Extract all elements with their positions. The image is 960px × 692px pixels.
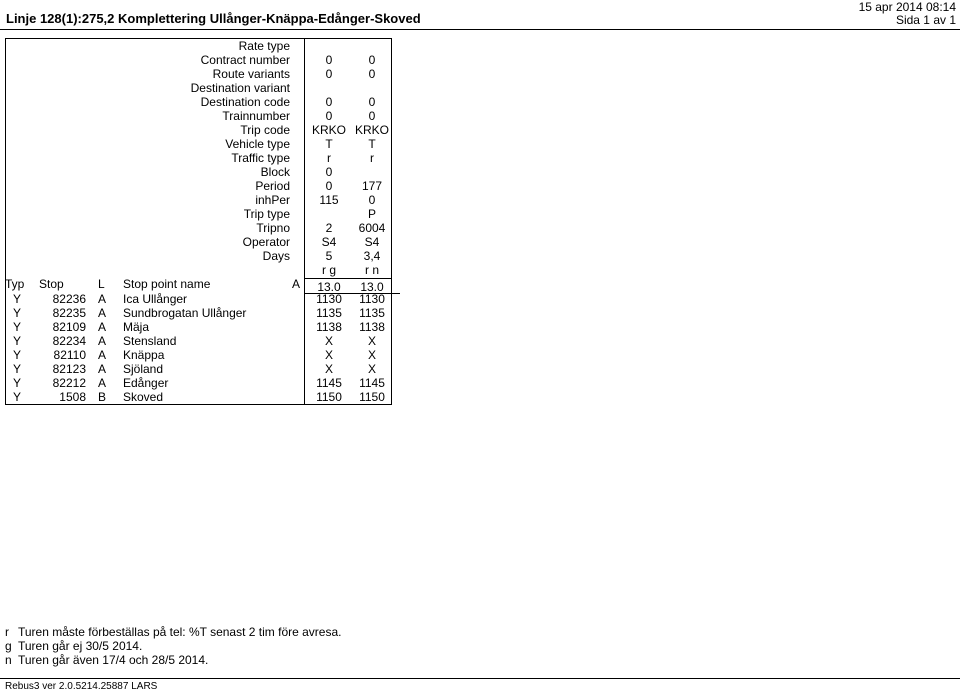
table-row — [0, 320, 400, 334]
attribute-trip1-value: 0 — [325, 53, 333, 67]
frame-bottom — [5, 404, 392, 405]
attribute-trip1-value: 0 — [325, 95, 333, 109]
attribute-label: Block — [260, 165, 290, 179]
attribute-trip1-value: r — [327, 151, 331, 165]
table-row — [0, 348, 400, 362]
attribute-label: Trip type — [243, 207, 290, 221]
trip2-time: 1138 — [359, 320, 385, 334]
trip2-time: 1150 — [359, 390, 385, 404]
trip1-time: 1130 — [316, 292, 342, 306]
footnote-text: Turen går även 17/4 och 28/5 2014. — [18, 653, 209, 667]
attribute-label: Tripno — [256, 221, 290, 235]
attribute-trip1-value: T — [325, 137, 333, 151]
attribute-trip1-value: 5 — [325, 249, 333, 263]
attribute-trip2-value: 3,4 — [363, 249, 381, 263]
attribute-trip1-value: 0 — [325, 67, 333, 81]
attribute-trip2-value: 6004 — [358, 221, 386, 235]
stop-l: A — [98, 334, 107, 348]
col-trip1-time: 13.0 — [317, 280, 341, 294]
trip2-time: 1145 — [359, 376, 385, 390]
attribute-label: inhPer — [255, 193, 290, 207]
attribute-trip2-value: 0 — [368, 95, 376, 109]
trip1-time: 1150 — [316, 390, 342, 404]
stop-id: 82235 — [52, 306, 86, 320]
trip1-time: 1138 — [316, 320, 342, 334]
col-trip2-time: 13.0 — [360, 280, 384, 294]
col-stop: Stop — [39, 277, 64, 291]
table-row — [0, 334, 400, 348]
attribute-trip2-value: r n — [364, 263, 379, 277]
footnote-text: Turen går ej 30/5 2014. — [18, 639, 143, 653]
attribute-trip1-value: S4 — [321, 235, 337, 249]
stop-l: A — [98, 348, 107, 362]
stop-id: 82123 — [52, 362, 86, 376]
stop-type: Y — [13, 390, 22, 404]
col-l: L — [98, 277, 105, 291]
trip1-time: X — [324, 348, 333, 362]
attribute-label: Destination variant — [190, 81, 290, 95]
attribute-trip1-value: 115 — [319, 193, 339, 207]
stop-l: A — [98, 306, 107, 320]
attribute-trip2-value: r — [370, 151, 374, 165]
attribute-trip1-value: 2 — [325, 221, 333, 235]
footer-rule — [0, 678, 960, 679]
stop-type: Y — [13, 320, 22, 334]
days-divider — [304, 278, 392, 279]
attribute-trip2-value: 0 — [368, 193, 376, 207]
stop-l: A — [98, 362, 107, 376]
attribute-label: Contract number — [200, 53, 290, 67]
attribute-trip2-value: S4 — [364, 235, 380, 249]
col-a: A — [292, 277, 301, 291]
stop-name: Stensland — [123, 334, 177, 348]
attribute-label: Operator — [242, 235, 290, 249]
stop-id: 82110 — [53, 348, 86, 362]
stop-id: 82234 — [52, 334, 86, 348]
attribute-trip1-value: 0 — [325, 165, 333, 179]
stop-l: A — [98, 376, 107, 390]
footnote-key: n — [5, 653, 12, 667]
attribute-trip1-value: 0 — [325, 109, 333, 123]
stop-name: Sundbrogatan Ullånger — [123, 306, 247, 320]
stop-name: Sjöland — [123, 362, 164, 376]
attribute-trip2-value: 0 — [368, 109, 376, 123]
attribute-label: Traffic type — [231, 151, 290, 165]
attribute-label: Vehicle type — [225, 137, 290, 151]
footnote — [5, 653, 208, 667]
stop-name: Ica Ullånger — [123, 292, 188, 306]
attribute-label: Trip code — [240, 123, 290, 137]
stop-type: Y — [13, 376, 22, 390]
attribute-label: Period — [255, 179, 290, 193]
attribute-trip2-value: KRKO — [354, 123, 389, 137]
header-rule — [0, 29, 960, 30]
footnote-key: g — [5, 639, 12, 653]
attribute-label: Route variants — [212, 67, 290, 81]
stop-id: 82212 — [52, 376, 86, 390]
attribute-trip1-value: KRKO — [311, 123, 346, 137]
col-stop-name: Stop point name — [123, 277, 211, 291]
footer-version: Rebus3 ver 2.0.5214.25887 LARS — [5, 681, 158, 692]
trip2-time: 1135 — [359, 306, 385, 320]
stop-name: Edånger — [123, 376, 169, 390]
trip2-time: 1130 — [359, 292, 385, 306]
stop-l: A — [98, 320, 107, 334]
attribute-trip2-value: 0 — [368, 67, 376, 81]
table-row — [0, 362, 400, 376]
trip1-time: X — [324, 334, 333, 348]
stop-type: Y — [13, 348, 22, 362]
trip2-time: X — [367, 334, 376, 348]
footnote-key: r — [5, 625, 9, 639]
attribute-label: Days — [262, 249, 290, 263]
trip1-time: X — [324, 362, 333, 376]
trip2-time: X — [367, 348, 376, 362]
stop-name: Skoved — [123, 390, 164, 404]
table-row — [0, 376, 400, 390]
trip2-time: X — [367, 362, 376, 376]
attribute-label: Destination code — [200, 95, 290, 109]
stop-id: 1508 — [59, 390, 86, 404]
stop-l: B — [98, 390, 107, 404]
table-row — [0, 390, 400, 404]
trip1-time: 1145 — [316, 376, 342, 390]
print-date: 15 apr 2014 08:14 — [858, 0, 956, 14]
attribute-trip2-value: 177 — [361, 179, 383, 193]
stop-name: Mäja — [123, 320, 150, 334]
stop-type: Y — [13, 306, 22, 320]
table-row — [0, 306, 400, 320]
attribute-trip1-value: 0 — [325, 179, 333, 193]
col-typ: Typ — [5, 277, 25, 291]
footnote-text: Turen måste förbeställas på tel: %T senast 2 tim före avresa. — [18, 625, 342, 639]
stop-name: Knäppa — [123, 348, 165, 362]
attribute-trip2-value: 0 — [368, 53, 376, 67]
stop-id: 82109 — [52, 320, 86, 334]
attribute-trip2-value: P — [367, 207, 376, 221]
stop-type: Y — [13, 334, 22, 348]
footnote — [5, 639, 142, 653]
stop-type: Y — [13, 292, 22, 306]
table-row — [0, 292, 400, 306]
attribute-label: Rate type — [238, 39, 290, 53]
attribute-label: Trainnumber — [222, 109, 290, 123]
stop-id: 82236 — [52, 292, 86, 306]
page-title: Linje 128(1):275,2 Komplettering Ullånger-Knäppa-Edånger-Skoved — [6, 11, 421, 26]
trip1-time: 1135 — [316, 306, 342, 320]
stop-type: Y — [13, 362, 22, 376]
footnote — [5, 625, 341, 639]
attribute-trip2-value: T — [368, 137, 376, 151]
stop-l: A — [98, 292, 107, 306]
page-number: Sida 1 av 1 — [895, 13, 956, 27]
attribute-trip1-value: r g — [321, 263, 336, 277]
